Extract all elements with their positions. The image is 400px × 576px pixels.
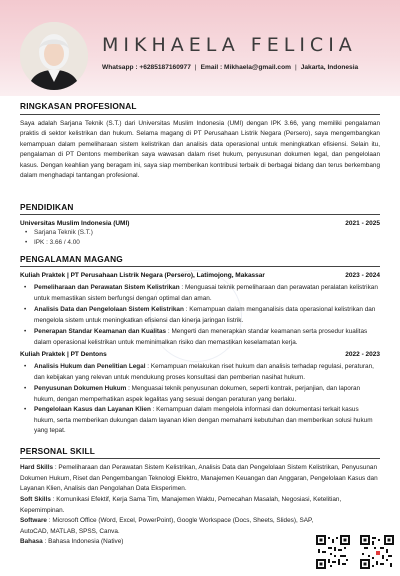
bullet-heading: Analisis Data dan Pengelolaan Sistem Kelistrikan: [34, 306, 184, 313]
email-text: Email : Mikhaela@gmail.com: [200, 64, 291, 71]
skills-title: PERSONAL SKILL: [20, 446, 96, 456]
bullet-heading: Penerapan Standar Keamanan dan Kualitas: [34, 328, 167, 335]
language-skills: [20, 537, 320, 548]
hard-skills-text: : Pemeliharaan dan Perawatan Sistem Kelistrikan, Analisis Data dan Pengelolaan Sistem Kelistrikan, Penyusunan Dokumen Hukum, Riset dan Pengembangan Teknologi Elektro, Manajemen Keuangan dan Anggaran, Pengelolaan Kasus dan Layanan Klien, Analisis dan Pengolahan Data Eksperimen.: [20, 464, 378, 493]
job-title: Kuliah Praktek | PT Perusahaan Listrik Negara (Persero), Latimojong, Makassar: [20, 272, 265, 279]
bullet-text: : Kemampuan dalam mengelola informasi dan dokumentasi terkait kasus hukum, serta memberikan dukungan dalam layanan klien dengan memahami kebutuhan dan memberikan solusi hukum yang tepat.: [34, 406, 373, 435]
education-row: [20, 220, 380, 227]
skills-rule: [20, 458, 380, 459]
location-text: Jakarta, Indonesia: [300, 64, 359, 71]
software-label: Software: [20, 517, 47, 524]
job-heading: [20, 272, 380, 279]
bullet-heading: Analisis Hukum dan Penelitian Legal: [34, 363, 146, 370]
education-school: Universitas Muslim Indonesia (UMI): [20, 220, 130, 227]
bullet-text: : Menguasai teknik pemeliharaan dan perawatan peralatan kelistrikan untuk memastikan sistem berfungsi dengan optimal dan aman.: [34, 284, 378, 302]
job-bullet: [34, 305, 380, 326]
bullet-heading: Penyusunan Dokumen Hukum: [34, 385, 127, 392]
job-bullet: [34, 384, 380, 405]
soft-skills-text: : Komunikasi Efektif, Kerja Sama Tim, Manajemen Waktu, Pemecahan Masalah, Negosiasi, Ketelitian, Kepemimpinan.: [20, 496, 342, 514]
summary-title: RINGKASAN PROFESIONAL: [20, 101, 137, 111]
soft-skills: [20, 495, 380, 516]
candidate-name: MIKHAELA FELICIA: [102, 34, 357, 56]
language-label: Bahasa: [20, 538, 43, 545]
education-years: 2021 - 2025: [345, 220, 380, 227]
qr-code-icon: [360, 535, 394, 569]
education-degree: • Sarjana Teknik (S.T.): [34, 228, 93, 238]
job-bullet: [34, 327, 380, 348]
bullet-heading: Pengelolaan Kasus dan Layanan Klien: [34, 406, 151, 413]
software-text: : Microsoft Office (Word, Excel, PowerPoint), Google Workspace (Docs, Sheets, Slides), SAP, AutoCAD, MATLAB, SPSS, Canva.: [20, 517, 314, 535]
job-years: 2022 - 2023: [345, 351, 380, 358]
profile-photo: [20, 22, 88, 90]
job-bullet: [34, 283, 380, 304]
job-heading: [20, 351, 380, 358]
bullet-heading: Pemeliharaan dan Perawatan Sistem Kelistrikan: [34, 284, 180, 291]
bullet-text: : Mengerti dan menerapkan standar keamanan serta prosedur kualitas dalam operasional kelistrikan untuk meminimalkan risiko dan memastikan keselamatan kerja.: [34, 328, 368, 346]
internship-rule: [20, 266, 380, 267]
job-bullet: [34, 362, 380, 383]
soft-skills-label: Soft Skills: [20, 496, 51, 503]
education-title: PENDIDIKAN: [20, 202, 74, 212]
education-gpa: • IPK : 3.66 / 4.00: [34, 238, 80, 248]
bullet-text: : Kemampuan dalam menganalisis data operasional kelistrikan dan mengelola sistem untuk meningkatkan efisiensi dan kinerja jaringan listrik.: [34, 306, 376, 324]
education-rule: [20, 214, 380, 215]
hard-skills: [20, 463, 380, 495]
qr-code-icon: [316, 535, 350, 569]
job-title: Kuliah Praktek | PT Dentons: [20, 351, 107, 358]
contact-line: Whatsapp : +6285187160977 | Email : Mikhaela@gmail.com | Jakarta, Indonesia: [102, 64, 359, 71]
hard-skills-label: Hard Skills: [20, 464, 54, 471]
bullet-text: : Kemampuan melakukan riset hukum dan analisis terhadap regulasi, peraturan, dan kebijakan yang relevan untuk mendukung proses konsultasi dan pemberian nasihat hukum.: [34, 363, 374, 381]
software-skills: [20, 516, 320, 537]
job-bullet: [34, 405, 380, 437]
whatsapp-text: Whatsapp : +6285187160977: [102, 64, 191, 71]
summary-text: Saya adalah Sarjana Teknik (S.T.) dari Universitas Muslim Indonesia (UMI) dengan IPK 3.66, yang memiliki pengalaman praktis di sektor kelistrikan dan hukum. Selama magang di PT Perusahaan Listrik Negara (Persero), saya mengembangkan kemampuan dalam pemeliharaan sistem kelistrikan dan analisis data operasional untuk meningkatkan efisiensi. Selain itu, pengalaman di PT Dentons memberikan saya wawasan dalam riset hukum, penyusunan dokumen legal, dan pengelolaan kasus. Dengan keahlian yang beragam ini, saya siap memberikan kontribusi terbaik di berbagai bidang dan terus berkembang dalam menghadapi tantangan profesional.: [20, 120, 380, 180]
language-text: : Bahasa Indonesia (Native): [42, 538, 124, 545]
internship-title: PENGALAMAN MAGANG: [20, 254, 123, 264]
job-years: 2023 - 2024: [345, 272, 380, 279]
bullet-text: : Menguasai teknik penyusunan dokumen, seperti kontrak, perjanjian, dan laporan hukum, dengan memperhatikan aspek legalitas yang sesuai dengan peraturan yang berlaku.: [34, 385, 361, 403]
summary-rule: [20, 114, 380, 115]
